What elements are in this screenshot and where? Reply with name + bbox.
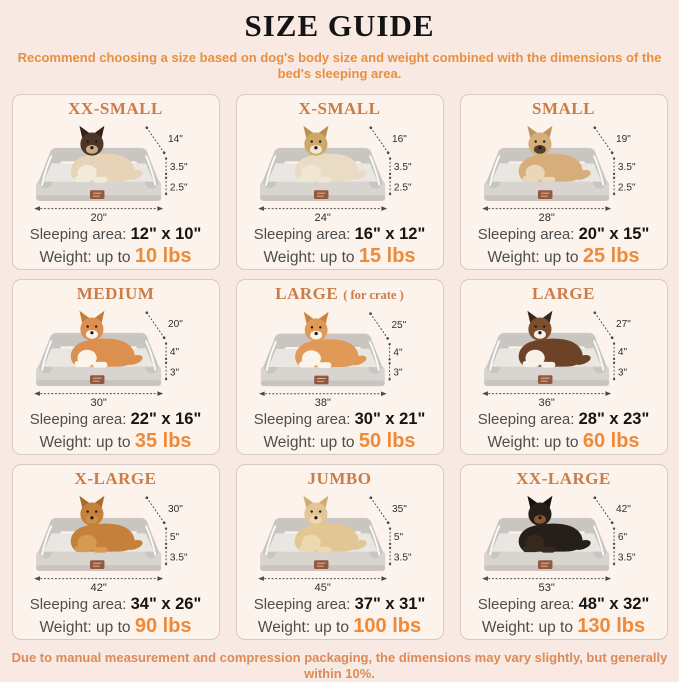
dim-dot	[162, 336, 165, 339]
dim-label-base-height: 2.5"	[617, 182, 636, 194]
size-card	[460, 94, 668, 270]
sleeping-area-label: Sleeping area:	[29, 596, 127, 613]
dim-label-bolster-height: 4"	[169, 347, 179, 359]
bed-size-figure	[242, 120, 438, 224]
bed-size-figure	[18, 490, 214, 594]
pet-eye-left	[310, 326, 312, 328]
dim-arrow-left	[482, 391, 488, 396]
dim-arrow-left	[258, 576, 264, 581]
sleeping-area-label: Sleeping area:	[29, 226, 127, 243]
pet-front-paw-2	[316, 547, 330, 553]
dim-dot	[612, 342, 614, 344]
card-title	[77, 284, 155, 304]
pet-eye-right	[542, 325, 544, 327]
card-title-text: MEDIUM	[76, 284, 155, 303]
dim-dot	[386, 337, 389, 340]
dim-dot	[164, 362, 166, 364]
dim-label-bolster-height: 3.5"	[169, 162, 188, 174]
dim-dot	[162, 521, 165, 524]
bed-size-figure	[466, 120, 662, 224]
weight-value: 10 lbs	[134, 245, 192, 267]
card-title-text: X-LARGE	[74, 469, 157, 488]
dim-arrow-left	[482, 576, 488, 581]
sleeping-area-value: 37" x 31"	[354, 595, 426, 613]
sleeping-area-label: Sleeping area:	[477, 411, 575, 428]
dim-label-width: 28"	[538, 212, 555, 224]
weight-value: 90 lbs	[134, 615, 192, 637]
sleeping-area-line	[254, 410, 426, 429]
dim-line-depth	[146, 313, 163, 338]
pet-eye-left	[86, 325, 88, 327]
dim-label-depth: 20"	[167, 319, 183, 331]
pet-nose	[90, 516, 93, 519]
bed-brand-tag	[90, 560, 104, 569]
pet-eye-right	[542, 510, 544, 512]
dim-line-depth	[146, 128, 163, 153]
bed-brand-tag	[538, 190, 552, 199]
bed-brand-tag	[90, 375, 104, 384]
sleeping-area-line	[30, 595, 202, 614]
card-title-text: LARGE	[532, 284, 595, 303]
pet-eye-left	[86, 510, 88, 512]
weight-up-to-label: up to	[320, 434, 355, 451]
dim-dot	[386, 151, 389, 154]
dim-label-bolster-height: 6"	[617, 532, 627, 544]
page-title: SIZE GUIDE	[244, 8, 435, 43]
pet-nose	[314, 516, 317, 519]
weight-label: Weight:	[257, 619, 311, 636]
dim-dot	[388, 527, 390, 529]
dim-arrow-right	[605, 391, 611, 396]
card-title-text: LARGE	[275, 284, 339, 303]
bed-size-figure	[466, 490, 662, 594]
weight-label: Weight:	[487, 434, 540, 451]
pet-front-paw	[298, 361, 314, 367]
dim-label-base-height: 3"	[169, 367, 179, 379]
sleeping-area-value: 34" x 26"	[130, 595, 202, 613]
dim-label-bolster-height: 4"	[392, 347, 403, 359]
weight-label: Weight:	[39, 434, 92, 451]
weight-label: Weight:	[39, 249, 92, 266]
dim-dot	[388, 343, 390, 345]
weight-line	[482, 615, 645, 639]
dim-dot	[164, 547, 166, 549]
weight-value: 50 lbs	[358, 430, 416, 452]
dim-dot	[612, 527, 614, 529]
card-title	[516, 469, 611, 489]
sleeping-area-label: Sleeping area:	[477, 596, 575, 613]
pet-nose	[90, 146, 93, 149]
size-card	[460, 279, 668, 455]
dim-dot	[388, 378, 390, 380]
dim-arrow-right	[157, 206, 163, 211]
size-card	[12, 94, 220, 270]
dim-dot	[369, 496, 372, 499]
sleeping-area-value: 20" x 15"	[578, 225, 650, 243]
dim-label-width: 20"	[90, 212, 107, 224]
weight-up-to-label: up to	[544, 434, 579, 451]
bed-brand-tag	[314, 190, 328, 199]
dim-label-base-height: 3.5"	[169, 552, 188, 564]
sleeping-area-label: Sleeping area:	[253, 596, 351, 613]
dim-label-base-height: 3"	[617, 367, 627, 379]
card-title-text: X-SMALL	[298, 99, 381, 118]
dim-line-depth	[370, 498, 387, 523]
pet-nose	[538, 516, 541, 519]
dim-line-depth	[594, 128, 611, 153]
weight-line	[487, 430, 639, 454]
dim-dot	[388, 358, 390, 360]
pet-front-paw-2	[540, 177, 554, 183]
dim-label-width: 45"	[314, 582, 331, 594]
dim-label-base-height: 2.5"	[169, 182, 188, 194]
dim-label-width: 24"	[314, 212, 331, 224]
dim-dot	[610, 336, 613, 339]
size-card	[460, 464, 668, 640]
card-title-text: SMALL	[532, 99, 595, 118]
dim-dot	[593, 126, 596, 129]
dim-dot	[610, 521, 613, 524]
sleeping-area-line	[478, 410, 650, 429]
dim-dot	[612, 378, 614, 380]
dim-dot	[612, 563, 614, 565]
sleeping-area-label: Sleeping area:	[253, 226, 351, 243]
pet-front-paw-2	[92, 362, 106, 368]
card-title	[275, 284, 403, 305]
weight-up-to-label: up to	[96, 434, 131, 451]
dim-dot	[164, 173, 166, 175]
weight-label: Weight:	[487, 249, 540, 266]
weight-up-to-label: up to	[314, 619, 349, 636]
dim-arrow-right	[381, 576, 387, 581]
card-title	[299, 99, 381, 119]
sleeping-area-value: 16" x 12"	[354, 225, 426, 243]
dim-label-depth: 35"	[391, 504, 407, 516]
pet-front-paw	[74, 546, 90, 552]
weight-line	[487, 245, 639, 269]
size-grid	[0, 94, 679, 640]
weight-up-to-label: up to	[538, 619, 573, 636]
card-title-text: JUMBO	[307, 469, 372, 488]
weight-line	[39, 615, 191, 639]
dim-dot	[612, 177, 614, 179]
sleeping-area-value: 48" x 32"	[578, 595, 650, 613]
dim-label-width: 38"	[314, 397, 331, 409]
weight-value: 15 lbs	[358, 245, 416, 267]
weight-value: 130 lbs	[577, 615, 646, 637]
dim-dot	[164, 342, 166, 344]
pet-eye-left	[310, 510, 312, 512]
dim-arrow-right	[381, 206, 387, 211]
weight-up-to-label: up to	[96, 249, 131, 266]
dim-arrow-left	[258, 391, 264, 396]
weight-line	[39, 245, 191, 269]
pet-eye-left	[310, 140, 312, 142]
pet-eye-left	[534, 325, 536, 327]
weight-label: Weight:	[481, 619, 535, 636]
dim-label-width: 53"	[538, 582, 555, 594]
dim-dot	[164, 193, 166, 195]
dim-arrow-left	[258, 206, 264, 211]
sleeping-area-value: 30" x 21"	[354, 410, 426, 428]
sleeping-area-value: 12" x 10"	[130, 225, 202, 243]
weight-up-to-label: up to	[544, 249, 579, 266]
dim-line-depth	[594, 498, 611, 523]
dim-dot	[164, 378, 166, 380]
pet-eye-left	[534, 140, 536, 142]
dim-line-depth	[146, 498, 163, 523]
weight-line	[263, 245, 415, 269]
dim-arrow-right	[381, 391, 387, 396]
pet-eye-right	[94, 140, 96, 142]
bed-brand-tag	[538, 375, 552, 384]
size-card	[236, 464, 444, 640]
weight-up-to-label: up to	[320, 249, 355, 266]
card-title-text: XX-LARGE	[516, 469, 611, 488]
dim-label-width: 42"	[90, 582, 107, 594]
dim-dot	[612, 358, 614, 360]
pet-eye-right	[94, 510, 96, 512]
dim-dot	[388, 362, 390, 364]
dim-label-width: 30"	[90, 397, 107, 409]
card-title	[75, 469, 157, 489]
pet-front-paw-2	[317, 362, 331, 368]
dim-arrow-right	[605, 576, 611, 581]
size-card	[12, 464, 220, 640]
card-title	[68, 99, 163, 119]
weight-label: Weight:	[263, 249, 316, 266]
dim-dot	[369, 126, 372, 129]
sleeping-area-line	[30, 410, 202, 429]
card-title-text: XX-SMALL	[68, 99, 163, 118]
bed-brand-tag	[90, 190, 104, 199]
weight-label: Weight:	[39, 619, 92, 636]
bed-brand-tag	[538, 560, 552, 569]
pet-front-paw	[522, 361, 538, 367]
pet-front-paw	[298, 176, 314, 182]
weight-value: 60 lbs	[582, 430, 640, 452]
dim-dot	[164, 543, 166, 545]
sleeping-area-line	[30, 225, 202, 244]
dim-line-depth	[370, 128, 387, 153]
dim-dot	[612, 173, 614, 175]
dim-label-base-height: 3"	[392, 367, 403, 379]
pet-front-paw-2	[540, 362, 554, 368]
pet-front-paw	[522, 546, 538, 552]
dim-dot	[164, 563, 166, 565]
pet-front-paw	[74, 361, 90, 367]
pet-nose	[538, 146, 541, 149]
size-card	[236, 94, 444, 270]
pet-front-paw	[522, 176, 538, 182]
dim-dot	[612, 157, 614, 159]
pet-eye-right	[94, 325, 96, 327]
dim-dot	[610, 151, 613, 154]
size-card	[236, 279, 444, 455]
sleeping-area-label: Sleeping area:	[253, 411, 351, 428]
dim-dot	[593, 311, 596, 314]
bed-size-figure	[18, 120, 214, 224]
pet-eye-left	[534, 510, 536, 512]
dim-label-depth: 16"	[391, 134, 407, 146]
dim-arrow-left	[482, 206, 488, 211]
pet-nose	[314, 146, 317, 149]
dim-dot	[388, 177, 390, 179]
dim-dot	[388, 173, 390, 175]
dim-dot	[164, 157, 166, 159]
size-card	[12, 279, 220, 455]
dim-dot	[388, 543, 390, 545]
dim-label-base-height: 2.5"	[393, 182, 412, 194]
pet-nose	[538, 331, 541, 334]
weight-line	[263, 430, 415, 454]
bed-brand-tag	[314, 560, 328, 569]
footer-note: Due to manual measurement and compression packaging, the dimensions may vary slightly, but generally within 10%.	[11, 650, 668, 681]
sleeping-area-line	[478, 225, 650, 244]
sleeping-area-line	[254, 225, 426, 244]
dim-dot	[612, 547, 614, 549]
bed-size-figure	[242, 490, 438, 594]
dim-label-base-height: 3.5"	[393, 552, 412, 564]
dim-label-depth: 30"	[167, 504, 183, 516]
sleeping-area-line	[254, 595, 426, 614]
bed-size-figure	[466, 305, 662, 409]
dim-dot	[369, 312, 372, 315]
dim-dot	[612, 193, 614, 195]
pet-eye-right	[318, 140, 320, 142]
dim-label-depth: 19"	[615, 134, 631, 146]
dim-dot	[612, 362, 614, 364]
pet-eye-right	[318, 510, 320, 512]
dim-arrow-right	[157, 576, 163, 581]
pet-front-paw	[74, 176, 90, 182]
weight-value: 25 lbs	[582, 245, 640, 267]
dim-arrow-left	[34, 206, 40, 211]
pet-front-paw-2	[316, 177, 330, 183]
sleeping-area-label: Sleeping area:	[477, 226, 575, 243]
dim-dot	[612, 543, 614, 545]
pet-eye-right	[542, 140, 544, 142]
dim-label-depth: 42"	[615, 504, 631, 516]
card-title	[532, 284, 595, 304]
pet-nose	[314, 332, 317, 335]
dim-dot	[164, 358, 166, 360]
dim-label-width: 36"	[538, 397, 555, 409]
dim-line-depth	[370, 314, 387, 339]
pet-eye-right	[319, 326, 321, 328]
bed-size-figure	[242, 306, 438, 409]
pet-front-paw-2	[92, 177, 106, 183]
weight-line	[39, 430, 191, 454]
dim-dot	[386, 521, 389, 524]
dim-label-bolster-height: 3.5"	[617, 162, 636, 174]
sleeping-area-label: Sleeping area:	[29, 411, 127, 428]
dim-arrow-left	[34, 576, 40, 581]
dim-line-depth	[594, 313, 611, 338]
card-title-suffix: ( for crate )	[343, 288, 404, 302]
dim-dot	[145, 496, 148, 499]
dim-label-bolster-height: 5"	[169, 532, 179, 544]
card-title	[308, 469, 372, 489]
page-subtitle: Recommend choosing a size based on dog's body size and weight combined with the dimensions of the bed's sleeping area.	[17, 50, 662, 81]
pet-nose	[90, 331, 93, 334]
dim-dot	[388, 547, 390, 549]
dim-dot	[145, 311, 148, 314]
weight-value: 100 lbs	[353, 615, 422, 637]
dim-arrow-left	[34, 391, 40, 396]
dim-dot	[388, 193, 390, 195]
bed-size-figure	[18, 305, 214, 409]
weight-line	[258, 615, 421, 639]
dim-arrow-right	[157, 391, 163, 396]
weight-value: 35 lbs	[134, 430, 192, 452]
pet-eye-left	[86, 140, 88, 142]
dim-dot	[388, 563, 390, 565]
dim-label-depth: 25"	[391, 319, 406, 331]
dim-dot	[145, 126, 148, 129]
dim-dot	[593, 496, 596, 499]
dim-label-bolster-height: 3.5"	[393, 162, 412, 174]
sleeping-area-value: 22" x 16"	[130, 410, 202, 428]
dim-dot	[162, 151, 165, 154]
bed-brand-tag	[314, 376, 328, 385]
dim-label-depth: 27"	[615, 319, 631, 331]
dim-dot	[388, 157, 390, 159]
pet-front-paw	[298, 546, 314, 552]
dim-dot	[164, 527, 166, 529]
dim-label-bolster-height: 4"	[617, 347, 627, 359]
weight-up-to-label: up to	[96, 619, 131, 636]
dim-label-depth: 14"	[167, 134, 183, 146]
pet-front-paw-2	[92, 547, 106, 553]
weight-label: Weight:	[263, 434, 316, 451]
dim-dot	[164, 177, 166, 179]
pet-front-paw-2	[540, 547, 554, 553]
sleeping-area-value: 28" x 23"	[578, 410, 650, 428]
dim-label-bolster-height: 5"	[393, 532, 403, 544]
dim-label-base-height: 3.5"	[617, 552, 636, 564]
sleeping-area-line	[478, 595, 650, 614]
card-title	[532, 99, 595, 119]
dim-arrow-right	[605, 206, 611, 211]
